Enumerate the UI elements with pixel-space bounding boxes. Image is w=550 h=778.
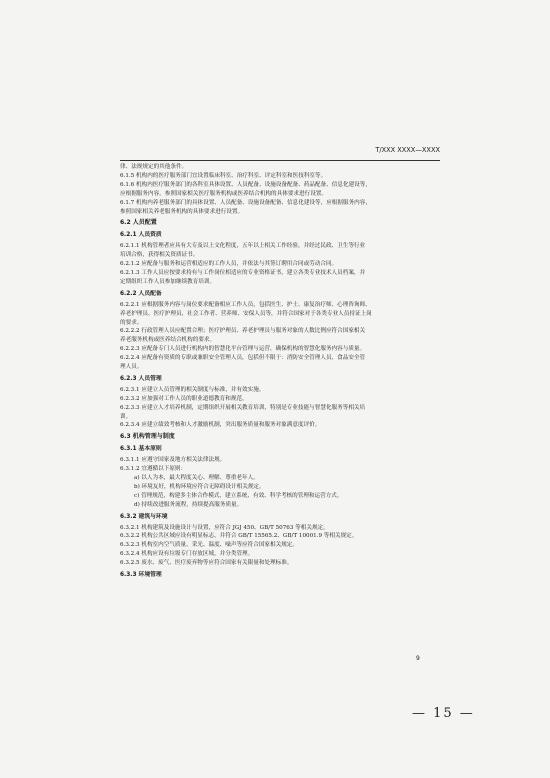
- paragraph: 参照国家相关养老服务机构的具体要求进行设置。: [120, 208, 244, 215]
- subsection-heading: 6.2.2 人员配备: [120, 290, 162, 297]
- list-item: c) 管理规范，构建多主体合作模式，建立系统、有效、科学考核的管理和运营方式。: [134, 492, 343, 499]
- paragraph: 6.2.2.3 应配备专门人员进行机构内的智慧化平台管理与运营，确保机构的智慧化服务内容与质量。: [120, 346, 366, 353]
- paragraph: 的要求。: [120, 319, 143, 326]
- paragraph: 6.2.1.1 机构管理者应具有大专及以上文化程度，五年以上相关工作经验，并经过民政、卫生等行业: [120, 243, 366, 250]
- section-heading: 6.3 机构管理与制度: [120, 433, 175, 441]
- subsection-heading: 6.3.2 建筑与环境: [120, 513, 168, 520]
- paragraph: 6.2.2.2 行政管理人员应配置合理；医疗护理员、养老护理员与服务对象的人数比例应符合国家相关: [120, 328, 366, 335]
- paragraph: 应根据服务内容，参照国家相关医疗服务机构或医养结合机构的具体要求进行设置。: [120, 190, 327, 197]
- subsection-heading: 6.3.1 基本原则: [120, 446, 162, 453]
- paragraph: 6.2.1.2 应配备与服务和运营相适应的工作人员，并依法与其签订聘用合同或劳动合同。: [120, 261, 338, 268]
- paragraph: 定期组织工作人员参加继续教育培训。: [120, 278, 216, 285]
- doc-number: T/XXX XXXX—XXXX: [375, 146, 440, 154]
- subsection-heading: 6.3.3 环境管理: [120, 572, 162, 579]
- paragraph: 理人员。: [120, 364, 143, 371]
- paragraph: 6.3.2.3 机构室内空气质量、采光、温度、噪声等应符合国家相关规定。: [120, 542, 298, 549]
- page-number: 9: [416, 655, 420, 662]
- paragraph: 培训合格，获得相关资质证书。: [120, 252, 199, 259]
- list-item: d) 持续改进服务流程，持续提高服务质量。: [134, 501, 243, 508]
- paragraph: 6.3.1.1 应遵守国家及地方相关法律法规。: [120, 457, 226, 464]
- doc-header: [120, 145, 440, 161]
- subsection-heading: 6.2.3 人员管理: [120, 375, 162, 382]
- paragraph: 6.2.3.4 应建立绩效考核和人才激励机制，突出服务质量和服务对象满意度评价。: [120, 422, 321, 429]
- paragraph: 6.3.2.5 废水、废气、医疗废弃物等应符合国家有关限量和处理标准。: [120, 560, 293, 567]
- paragraph: 养老护理员、医疗护理员、社会工作者、营养师、安保人员等，并符合国家对于各类专业人员持证上岗: [120, 310, 372, 317]
- paragraph: 6.1.5 机构内的医疗服务部门宜设置临床科室、治疗科室、评定科室和医技科室等。: [120, 172, 327, 179]
- paragraph: 6.2.3.2 应加强对工作人员的职业道德教育和规范。: [120, 395, 248, 402]
- paragraph: 6.2.2.4 应配备有资质的专职或兼职安全管理人员，包括但不限于：消防安全管理人员、食品安全管: [120, 355, 366, 362]
- document-body: [120, 163, 440, 582]
- paragraph: 6.2.3.1 应建立人员管理的相关制度与标准，并有效实施。: [120, 386, 265, 393]
- list-item: a) 以人为本，最大程度关心、理解、尊重老年人。: [134, 475, 259, 481]
- paragraph: 6.3.2.1 机构建筑及设施设计与设置，应符合 JGJ 450、GB/T 50763 等相关规定。: [120, 524, 329, 531]
- paragraph: 6.3.2.2 机构公共区域应设有明显标志，并符合 GB/T 15565.2、GB/T 10001.9 等相关规定。: [120, 533, 358, 540]
- subsection-heading: 6.2.1 人员资质: [120, 232, 162, 239]
- paragraph: 6.2.1.3 工作人员应按要求持有与工作岗位相适应的专业资格证书，建立各类专业技术人员档案，并: [120, 269, 366, 276]
- paragraph: 养老服务机构或医养结合机构的要求。: [120, 337, 216, 344]
- paragraph: 6.2.2.1 应根据服务内容与岗位要求配备相应工作人员，包括医生、护士、康复治疗师、心理咨询师、: [120, 301, 371, 308]
- section-heading: 6.2 人员配置: [120, 219, 157, 227]
- paragraph: 6.1.6 机构内医疗服务部门的各科室具体设置、人员配备、设施设备配备、药品配备、信息化建设等，: [120, 181, 371, 188]
- bottom-page-number: — 15 —: [412, 706, 475, 721]
- paragraph: 训。: [120, 413, 132, 420]
- paragraph: 律、法规规定的其他条件。: [120, 164, 188, 170]
- paragraph: 6.3.1.2 宜遵循以下原则：: [120, 466, 187, 473]
- paragraph: 6.3.2.4 机构应设有垃圾专门存放区域，并分类管理。: [120, 551, 254, 558]
- paragraph: 6.1.7 机构内养老服务部门的具体设置、人员配备、设施设备配备、信息化建设等，应根据服务内容，: [120, 199, 371, 206]
- list-item: b) 环境友好，机构环境应符合无障碍设计相关规定。: [134, 483, 265, 490]
- paragraph: 6.2.3.3 应建立人才培养机制，定期组织开展相关教育培训，特别是专业技能与智慧化服务等相关培: [120, 404, 366, 411]
